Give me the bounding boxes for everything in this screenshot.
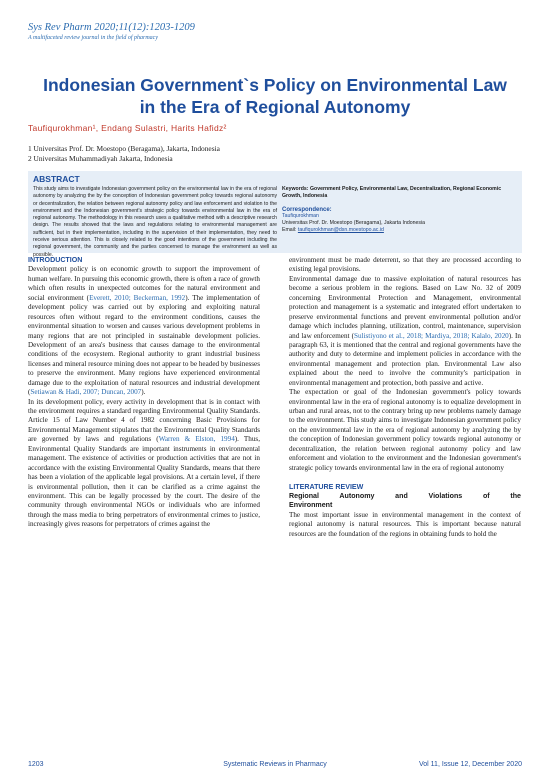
author-list: Taufiqurokhman¹, Endang Sulastri, Harits Hafidz² [28, 123, 227, 133]
paper-title: Indonesian Government`s Policy on Environmental Law in the Era of Regional Autonomy [43, 75, 507, 117]
correspondence-name: Taufiqurokhman [282, 212, 319, 219]
affiliations [28, 144, 220, 164]
email-link[interactable]: taufiqurokhman@dsn.moestopo.ac.id [297, 227, 384, 233]
correspondence-affiliation: Universitas Prof. Dr. Moestopo (Beragama), Jakarta Indonesia [282, 219, 426, 226]
correspondence-email [282, 227, 518, 234]
literature-review-text: The most important issue in environmental management in the context of regional autonomy is natural resources. This is important because natural resources are the foundation of the regions in obtaining funds to hold the [289, 510, 521, 538]
abstract-heading: ABSTRACT [33, 174, 80, 184]
page-number: 1203 [28, 761, 44, 768]
affiliation-1: 1 Universitas Prof. Dr. Moestopo (Beragama), Jakarta, Indonesia [28, 144, 220, 153]
introduction-heading: INTRODUCTION [28, 256, 83, 264]
footer-journal: Systematic Reviews in Pharmacy [223, 761, 327, 768]
lit-subheading-line-2: Environment [289, 501, 333, 510]
left-column [28, 256, 260, 530]
keywords-text: Government Policy, Environmental Law, Decentralization, Regional Economic Growth, Indonesia [282, 186, 502, 200]
keywords [282, 186, 518, 201]
abstract-text: This study aims to investigate Indonesian government policy on the environmental law in the era of regional autonomy by analyzing the by the conception of Indonesian government policy towards regional autonomy or decentralization, the relation between regional autonomy policy and law enforcement and violation to the environment and the Indonesian government's strategic policy towards environmental law in the era of regional autonomy. The methodology in this research uses a qualitative method with a descriptive research design. The results showed that the laws and regulations relating to environmental management are sufficient, but in their implementation, including in the supervision of their implementation, they need to receive serious attention. This is closely related to the good intentions of the government including the regional government, the community and the parties concerned to manage the environment as well as possible. [33, 186, 277, 258]
right-column [289, 256, 521, 539]
citation[interactable]: Sulistiyono et al., 2018; Mardiya, 2018; Kalalo, 2020 [354, 331, 509, 340]
abstract-sidebar [282, 186, 518, 234]
citation[interactable]: Everett, 2010; Beckerman, 1992 [89, 293, 186, 302]
keywords-label: Keywords: [282, 186, 309, 192]
correspondence-heading: Correspondence: [282, 206, 332, 213]
journal-citation: Sys Rev Pharm 2020;11(12):1203-1209 [28, 22, 195, 33]
email-label: Email: [282, 227, 297, 233]
abstract-box [28, 171, 522, 258]
citation[interactable]: Warren & Elston, 1994 [158, 435, 235, 444]
journal-header [28, 22, 195, 42]
journal-tagline: A multifaceted review journal in the field of pharmacy [28, 35, 158, 41]
lit-subheading-line-1: Regional Autonomy and Violations of the [289, 491, 521, 500]
citation[interactable]: Setiawan & Hadi, 2007; Duncan, 2007 [30, 388, 142, 397]
literature-review-heading: LITERATURE REVIEW [289, 482, 364, 491]
introduction-text-left: Development policy is on economic growth to support the improvement of human welfare. In pursuing this economic growth, there is often a race of growth which often results in unexpected outcomes for the natural environment and social environment (Everett, 2010; Beckerman, 1992). The implementation of development policy was carried out by exploring and exploiting natural resources often without regard to the environment conditions, causes the environmental situation to worsen and causes various development problems in many regions that are not principled in sustainable development policies. Development of an area's business that causes damage to the environmental conditions of the ecosystem. Regional authority to grant industrial business licenses and mineral resource mining does not appear to be headed by businesses to preserve the environment. Many regions have experienced environmental damage due to the exploitation of natural resources and industrial development (Setiawan & Hadi, 2007; Duncan, 2007). In its development policy, every activity in development that is in contact with the environment requires a standard regarding Environmental Quality Standards. Article 15 of Law Number 4 of 1982 concerning Basic Provisions for Environmental Management stipulates that the Environmental Quality Standards are governed by laws and regulations (Warren & Elston, 1994). Thus, Environmental Quality Standards are important instruments in environmental management. The existence of activities or production activities that are not in accordance with the existing Environmental Quality Standards, means that there has been a violation of the applicable legal provisions. At a certain level, if there is environmental pollution, then it can be clarified as a crime against the environment. This can be legally processed by the court. The desire of the community through environmental NGOs or individuals who are informed through the mass media to bring perpetrators of environmental crimes to justice, increasingly gives reasons for perpetrators of crimes against the [28, 265, 260, 529]
affiliation-2: 2 Universitas Muhammadiyah Jakarta, Indonesia [28, 154, 173, 163]
introduction-text-right: environment must be made deterrent, so that they are processed according to existing legal provisions. Environmental damage due to massive exploitation of natural resources has become a serious problem in the regions. Based on Law No. 32 of 2009 concerning Environmental Protection and Management, environmental protection and management is a systematic and integrated effort undertaken to preserve environmental functions and prevent environmental pollution and/or damage which includes planning, utilization, control, maintenance, supervision and law enforcement (Sulistiyono et al., 2018; Mardiya, 2018; Kalalo, 2020). In paragraph 63, it is mentioned that the central and regional governments have the authority and duty to determine and implement policies in accordance with the environmental management and protection plan. Environmental Law also explained about the need to involve the community's participation in environmental management and protection, both passive and active. The expectation or goal of the Indonesian government's policy towards environmental law in the era of regional autonomy is to equalize development in urban and rural areas, not to the contrary bring up new problems namely damage to the environment. This study aims to investigate Indonesian government policy on the environmental law in the era of regional autonomy by analyzing the by the conception of Indonesian government policy towards regional autonomy or decentralization, the relation between regional autonomy policy and law enforcement and violation to the environment and the Indonesian government's strategic policy towards environmental law in the era of regional autonomy [289, 256, 521, 472]
footer-issue: Vol 11, Issue 12, December 2020 [419, 761, 522, 768]
